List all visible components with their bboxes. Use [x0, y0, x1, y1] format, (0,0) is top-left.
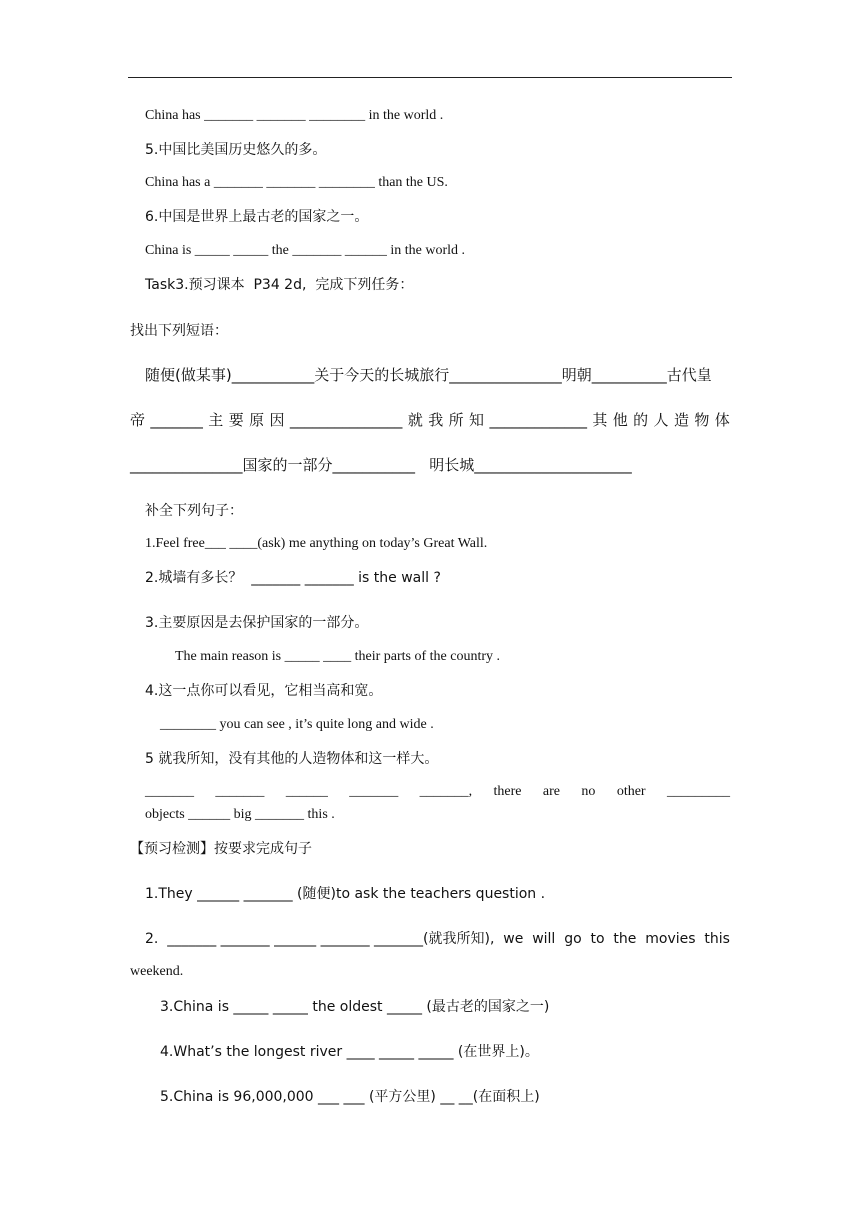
- word: 因: [269, 411, 285, 429]
- word: 造: [673, 411, 689, 429]
- word: ______: [285, 784, 328, 799]
- section-heading: Task3.预习课本 P34 2d, 完成下列任务：: [145, 277, 414, 293]
- text-line: 1.They ______ _______ (随便)to ask the teachers question .: [145, 886, 546, 902]
- text-line: weekend.: [130, 964, 184, 979]
- text-line: 随便(做某事)___________关于今天的长城旅行_______________明朝__________古代皇: [145, 366, 712, 384]
- word: this: [704, 931, 730, 947]
- word: 物: [694, 411, 710, 429]
- word: 要: [228, 411, 244, 429]
- word: _______: [150, 411, 203, 429]
- text-line: China has a _______ _______ ________ than the US.: [145, 175, 448, 190]
- word: _____________: [489, 411, 587, 429]
- text-line: _______________国家的一部分___________ 明长城_____________________: [130, 456, 632, 474]
- word: _______: [349, 784, 399, 799]
- word: there: [493, 784, 522, 799]
- word: _______ _______ ______ _______ _______(就我所知),: [167, 931, 495, 947]
- word: we: [503, 931, 524, 947]
- word: _______: [215, 784, 265, 799]
- word: 2.: [145, 931, 159, 947]
- text-line: 5.China is 96,000,000 ___ ___ (平方公里) __ __(在面积上): [160, 1089, 540, 1105]
- word: no: [581, 784, 596, 799]
- word: 我: [428, 411, 444, 429]
- word: go: [564, 931, 582, 947]
- word: other: [616, 784, 646, 799]
- word: 人: [653, 411, 669, 429]
- text-line: 6.中国是世界上最古老的国家之一。: [145, 209, 369, 225]
- word: _______: [145, 784, 194, 799]
- section-heading: 找出下列短语：: [130, 323, 228, 339]
- word: 就: [407, 411, 423, 429]
- text-line: 4.What’s the longest river ____ _____ _____ (在世界上)。: [160, 1044, 539, 1060]
- text-line: objects ______ big _______ this .: [145, 807, 335, 822]
- section-heading: 补全下列句子：: [145, 503, 243, 519]
- justified-line: [145, 783, 730, 801]
- word: 的: [633, 411, 649, 429]
- justified-line: [130, 411, 730, 429]
- word: are: [542, 784, 561, 799]
- word: _______________: [289, 411, 403, 429]
- text-line: The main reason is _____ ____ their parts of the country .: [175, 649, 501, 664]
- header-rule: [128, 77, 732, 78]
- justified-line: [145, 930, 730, 948]
- text-line: 5 就我所知，没有其他的人造物体和这一样大。: [145, 751, 439, 767]
- word: 其: [592, 411, 608, 429]
- text-line: 3.China is _____ _____ the oldest _____ (最古老的国家之一): [160, 999, 550, 1015]
- word: the: [613, 931, 637, 947]
- text-line: 4.这一点你可以看见，它相当高和宽。: [145, 683, 383, 699]
- word: to: [590, 931, 605, 947]
- word: will: [532, 931, 556, 947]
- text-line: China is _____ _____ the _______ ______ in the world .: [145, 243, 466, 258]
- word: 帝: [130, 411, 146, 429]
- word: _________: [667, 784, 730, 799]
- word: movies: [645, 931, 696, 947]
- text-line: 5.中国比美国历史悠久的多。: [145, 142, 327, 158]
- text-line: 3.主要原因是去保护国家的一部分。: [145, 615, 369, 631]
- word: _______,: [419, 784, 473, 799]
- word: 主: [208, 411, 224, 429]
- section-heading: 【预习检测】按要求完成句子: [130, 841, 312, 857]
- text-line: 2.城墙有多长？ _______ _______ is the wall ?: [145, 570, 441, 586]
- text-line: 1.Feel free___ ____(ask) me anything on today’s Great Wall.: [145, 536, 488, 551]
- word: 所: [448, 411, 464, 429]
- text-line: China has _______ _______ ________ in the world .: [145, 108, 444, 123]
- text-line: ________ you can see , it’s quite long and wide .: [160, 717, 434, 732]
- word: 体: [714, 411, 730, 429]
- word: 知: [469, 411, 485, 429]
- word: 原: [249, 411, 265, 429]
- word: 他: [612, 411, 628, 429]
